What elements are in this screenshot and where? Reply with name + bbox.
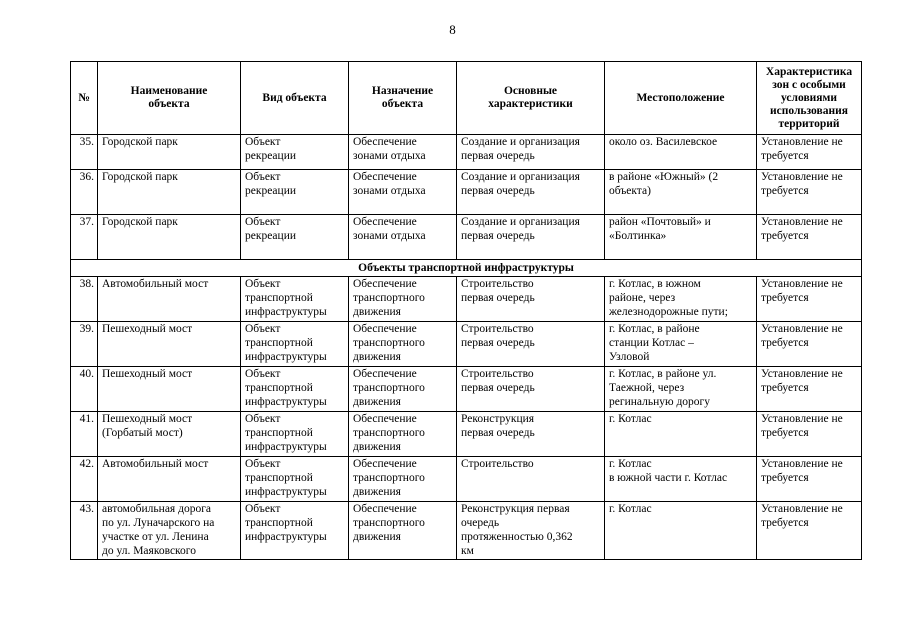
cell-line: Обеспечение (353, 368, 417, 380)
cell-line: транспортной (245, 292, 313, 304)
cell-line: транспортной (245, 517, 313, 529)
section-title: Объекты транспортной инфраструктуры (71, 260, 862, 277)
cell-line: г. Котлас (609, 413, 652, 425)
cell-zone (757, 412, 862, 457)
cell-line: объекта) (609, 185, 651, 197)
cell-line: Установление не (761, 503, 843, 515)
cell-line: Строительство (461, 323, 534, 335)
cell-zone (757, 322, 862, 367)
cell-location (605, 277, 757, 322)
cell-number: 38. (71, 277, 98, 322)
table-row (71, 457, 862, 502)
cell-line: Установление не (761, 413, 843, 425)
header-line: № (78, 91, 90, 104)
header-characteristics (457, 62, 605, 135)
cell-line: Пешеходный мост (102, 368, 193, 380)
cell-line: требуется (761, 150, 809, 162)
cell-zone (757, 135, 862, 170)
cell-line: г. Котлас, в районе ул. (609, 368, 717, 380)
header-zone (757, 62, 862, 135)
section-row (71, 260, 862, 277)
cell-line: районе, через (609, 292, 676, 304)
cell-type (241, 322, 349, 367)
cell-line: рекреации (245, 230, 297, 242)
cell-line: автомобильная дорога (102, 503, 212, 515)
cell-line: первая очередь (461, 230, 535, 242)
cell-line: движения (353, 396, 401, 408)
cell-line: Обеспечение (353, 136, 417, 148)
cell-line: г. Котлас, в южном (609, 278, 701, 290)
cell-line: Городской парк (102, 216, 178, 228)
cell-name (98, 457, 241, 502)
cell-line: транспортного (353, 472, 425, 484)
cell-characteristics (457, 457, 605, 502)
cell-purpose (349, 457, 457, 502)
cell-line: требуется (761, 427, 809, 439)
cell-line: требуется (761, 230, 809, 242)
cell-characteristics (457, 135, 605, 170)
cell-line: Городской парк (102, 136, 178, 148)
cell-line: транспортной (245, 427, 313, 439)
cell-line: Обеспечение (353, 171, 417, 183)
header-line: объекта (148, 98, 190, 110)
header-line: Вид объекта (262, 91, 327, 104)
cell-purpose (349, 170, 457, 215)
cell-type (241, 457, 349, 502)
table-row (71, 322, 862, 367)
cell-line: Установление не (761, 323, 843, 335)
cell-number: 40. (71, 367, 98, 412)
cell-location (605, 322, 757, 367)
header-line: территорий (778, 117, 840, 130)
cell-line: Городской парк (102, 171, 178, 183)
cell-line: Реконструкция первая (461, 503, 570, 515)
cell-line: Создание и организация (461, 216, 580, 228)
header-name (98, 62, 241, 135)
cell-name (98, 135, 241, 170)
table-row (71, 412, 862, 457)
table-row (71, 277, 862, 322)
cell-line: инфраструктуры (245, 486, 327, 498)
cell-line: Обеспечение (353, 503, 417, 515)
cell-line: Объект (245, 323, 281, 335)
cell-line: участке от ул. Ленина (102, 531, 209, 543)
cell-line: Реконструкция (461, 413, 535, 425)
cell-line: г. Котлас, в районе (609, 323, 700, 335)
cell-line: движения (353, 306, 401, 318)
objects-table (70, 61, 862, 560)
cell-line: Обеспечение (353, 216, 417, 228)
cell-characteristics (457, 367, 605, 412)
cell-line: движения (353, 441, 401, 453)
cell-type (241, 367, 349, 412)
cell-zone (757, 170, 862, 215)
cell-number: 37. (71, 215, 98, 260)
cell-line: Строительство (461, 278, 534, 290)
cell-line: Создание и организация (461, 136, 580, 148)
cell-line: Создание и организация (461, 171, 580, 183)
cell-type (241, 215, 349, 260)
cell-line: г. Котлас (609, 503, 652, 515)
cell-line: Установление не (761, 458, 843, 470)
cell-line: «Болтинка» (609, 230, 667, 242)
cell-line: Объект (245, 458, 281, 470)
cell-name (98, 170, 241, 215)
table-row (71, 170, 862, 215)
cell-line: рекреации (245, 150, 297, 162)
table-row (71, 502, 862, 560)
cell-line: движения (353, 486, 401, 498)
cell-zone (757, 215, 862, 260)
table-body (71, 135, 862, 560)
cell-name (98, 502, 241, 560)
cell-type (241, 135, 349, 170)
cell-line: требуется (761, 517, 809, 529)
cell-line: инфраструктуры (245, 396, 327, 408)
cell-line: Установление не (761, 216, 843, 228)
cell-line: Объект (245, 368, 281, 380)
cell-purpose (349, 277, 457, 322)
header-number (71, 62, 98, 135)
header-line: Назначение (371, 85, 434, 97)
cell-line: в районе «Южный» (2 (609, 171, 719, 183)
cell-name (98, 215, 241, 260)
cell-line: Установление не (761, 171, 843, 183)
cell-line: Обеспечение (353, 278, 417, 290)
cell-line: (Горбатый мост) (102, 427, 183, 439)
cell-line: требуется (761, 472, 809, 484)
cell-zone (757, 367, 862, 412)
cell-type (241, 277, 349, 322)
cell-line: Автомобильный мост (102, 458, 209, 470)
cell-line: Объект (245, 503, 281, 515)
cell-line: требуется (761, 185, 809, 197)
cell-characteristics (457, 502, 605, 560)
cell-line: требуется (761, 292, 809, 304)
cell-characteristics (457, 322, 605, 367)
cell-line: транспортного (353, 337, 425, 349)
cell-line: транспортной (245, 472, 313, 484)
cell-zone (757, 277, 862, 322)
table-row (71, 215, 862, 260)
cell-purpose (349, 215, 457, 260)
cell-line: рекреации (245, 185, 297, 197)
cell-line: транспортного (353, 382, 425, 394)
header-line: Основные (503, 85, 558, 97)
header-location (605, 62, 757, 135)
cell-line: инфраструктуры (245, 351, 327, 363)
cell-characteristics (457, 170, 605, 215)
cell-line: инфраструктуры (245, 306, 327, 318)
cell-line: Установление не (761, 136, 843, 148)
cell-number: 43. (71, 502, 98, 560)
cell-name (98, 322, 241, 367)
cell-zone (757, 457, 862, 502)
cell-line: Узловой (609, 351, 650, 363)
header-line: объекта (381, 98, 424, 110)
cell-line: требуется (761, 337, 809, 349)
cell-line: Объект (245, 171, 281, 183)
header-line: зон с особыми (772, 78, 846, 91)
cell-purpose (349, 502, 457, 560)
cell-number: 41. (71, 412, 98, 457)
cell-line: требуется (761, 382, 809, 394)
cell-characteristics (457, 277, 605, 322)
cell-line: около оз. Василевское (609, 136, 718, 148)
cell-location (605, 135, 757, 170)
cell-purpose (349, 322, 457, 367)
cell-line: Пешеходный мост (102, 413, 193, 425)
table-row (71, 367, 862, 412)
cell-purpose (349, 412, 457, 457)
header-purpose (349, 62, 457, 135)
cell-line: район «Почтовый» и (609, 216, 711, 228)
cell-line: станции Котлас – (609, 337, 694, 349)
cell-line: Объект (245, 216, 281, 228)
cell-location (605, 502, 757, 560)
cell-line: Установление не (761, 368, 843, 380)
cell-line: транспортной (245, 382, 313, 394)
header-line: условиями (781, 91, 837, 104)
cell-line: транспортной (245, 337, 313, 349)
cell-line: движения (353, 351, 401, 363)
cell-line: первая очередь (461, 185, 535, 197)
cell-location (605, 170, 757, 215)
cell-line: Строительство (461, 368, 534, 380)
cell-number: 36. (71, 170, 98, 215)
cell-line: первая очередь (461, 150, 535, 162)
cell-line: транспортного (353, 517, 425, 529)
cell-number: 42. (71, 457, 98, 502)
cell-line: Строительство (461, 458, 534, 470)
cell-line: Объект (245, 413, 281, 425)
cell-line: Объект (245, 278, 281, 290)
cell-line: по ул. Луначарского на (102, 517, 215, 529)
page-number: 8 (449, 22, 456, 37)
cell-line: инфраструктуры (245, 531, 327, 543)
cell-line: транспортного (353, 292, 425, 304)
cell-line: Установление не (761, 278, 843, 290)
cell-zone (757, 502, 862, 560)
header-line: Характеристика (765, 65, 853, 78)
header-line: Наименование (130, 85, 208, 97)
cell-line: км (461, 545, 474, 557)
cell-name (98, 367, 241, 412)
cell-line: первая очередь (461, 337, 535, 349)
cell-purpose (349, 367, 457, 412)
header-line: характеристики (488, 98, 573, 110)
cell-line: очередь (461, 517, 500, 529)
cell-name (98, 277, 241, 322)
cell-line: движения (353, 531, 401, 543)
cell-line: первая очередь (461, 292, 535, 304)
header-line: использования (770, 104, 848, 117)
cell-line: регинальную дорогу (609, 396, 711, 408)
cell-type (241, 502, 349, 560)
cell-line: транспортного (353, 427, 425, 439)
cell-line: в южной части г. Котлас (609, 472, 728, 484)
cell-name (98, 412, 241, 457)
cell-location (605, 457, 757, 502)
cell-line: зонами отдыха (353, 230, 426, 242)
cell-location (605, 367, 757, 412)
cell-line: зонами отдыха (353, 150, 426, 162)
cell-location (605, 215, 757, 260)
header-type (241, 62, 349, 135)
header-line: Местоположение (636, 91, 725, 104)
cell-line: до ул. Маяковского (102, 545, 196, 557)
cell-type (241, 412, 349, 457)
table-header (71, 62, 862, 135)
cell-line: Обеспечение (353, 458, 417, 470)
cell-line: Обеспечение (353, 323, 417, 335)
cell-purpose (349, 135, 457, 170)
cell-line: инфраструктуры (245, 441, 327, 453)
cell-line: Автомобильный мост (102, 278, 209, 290)
cell-line: Пешеходный мост (102, 323, 193, 335)
cell-characteristics (457, 412, 605, 457)
cell-characteristics (457, 215, 605, 260)
cell-line: Обеспечение (353, 413, 417, 425)
cell-line: Объект (245, 136, 281, 148)
cell-type (241, 170, 349, 215)
cell-number: 39. (71, 322, 98, 367)
cell-line: первая очередь (461, 427, 535, 439)
cell-line: первая очередь (461, 382, 535, 394)
cell-line: протяженностью 0,362 (461, 531, 573, 543)
cell-line: Таежной, через (609, 382, 685, 394)
cell-line: железнодорожные пути; (609, 306, 728, 318)
table-row (71, 135, 862, 170)
cell-number: 35. (71, 135, 98, 170)
cell-location (605, 412, 757, 457)
cell-line: зонами отдыха (353, 185, 426, 197)
cell-line: г. Котлас (609, 458, 652, 470)
